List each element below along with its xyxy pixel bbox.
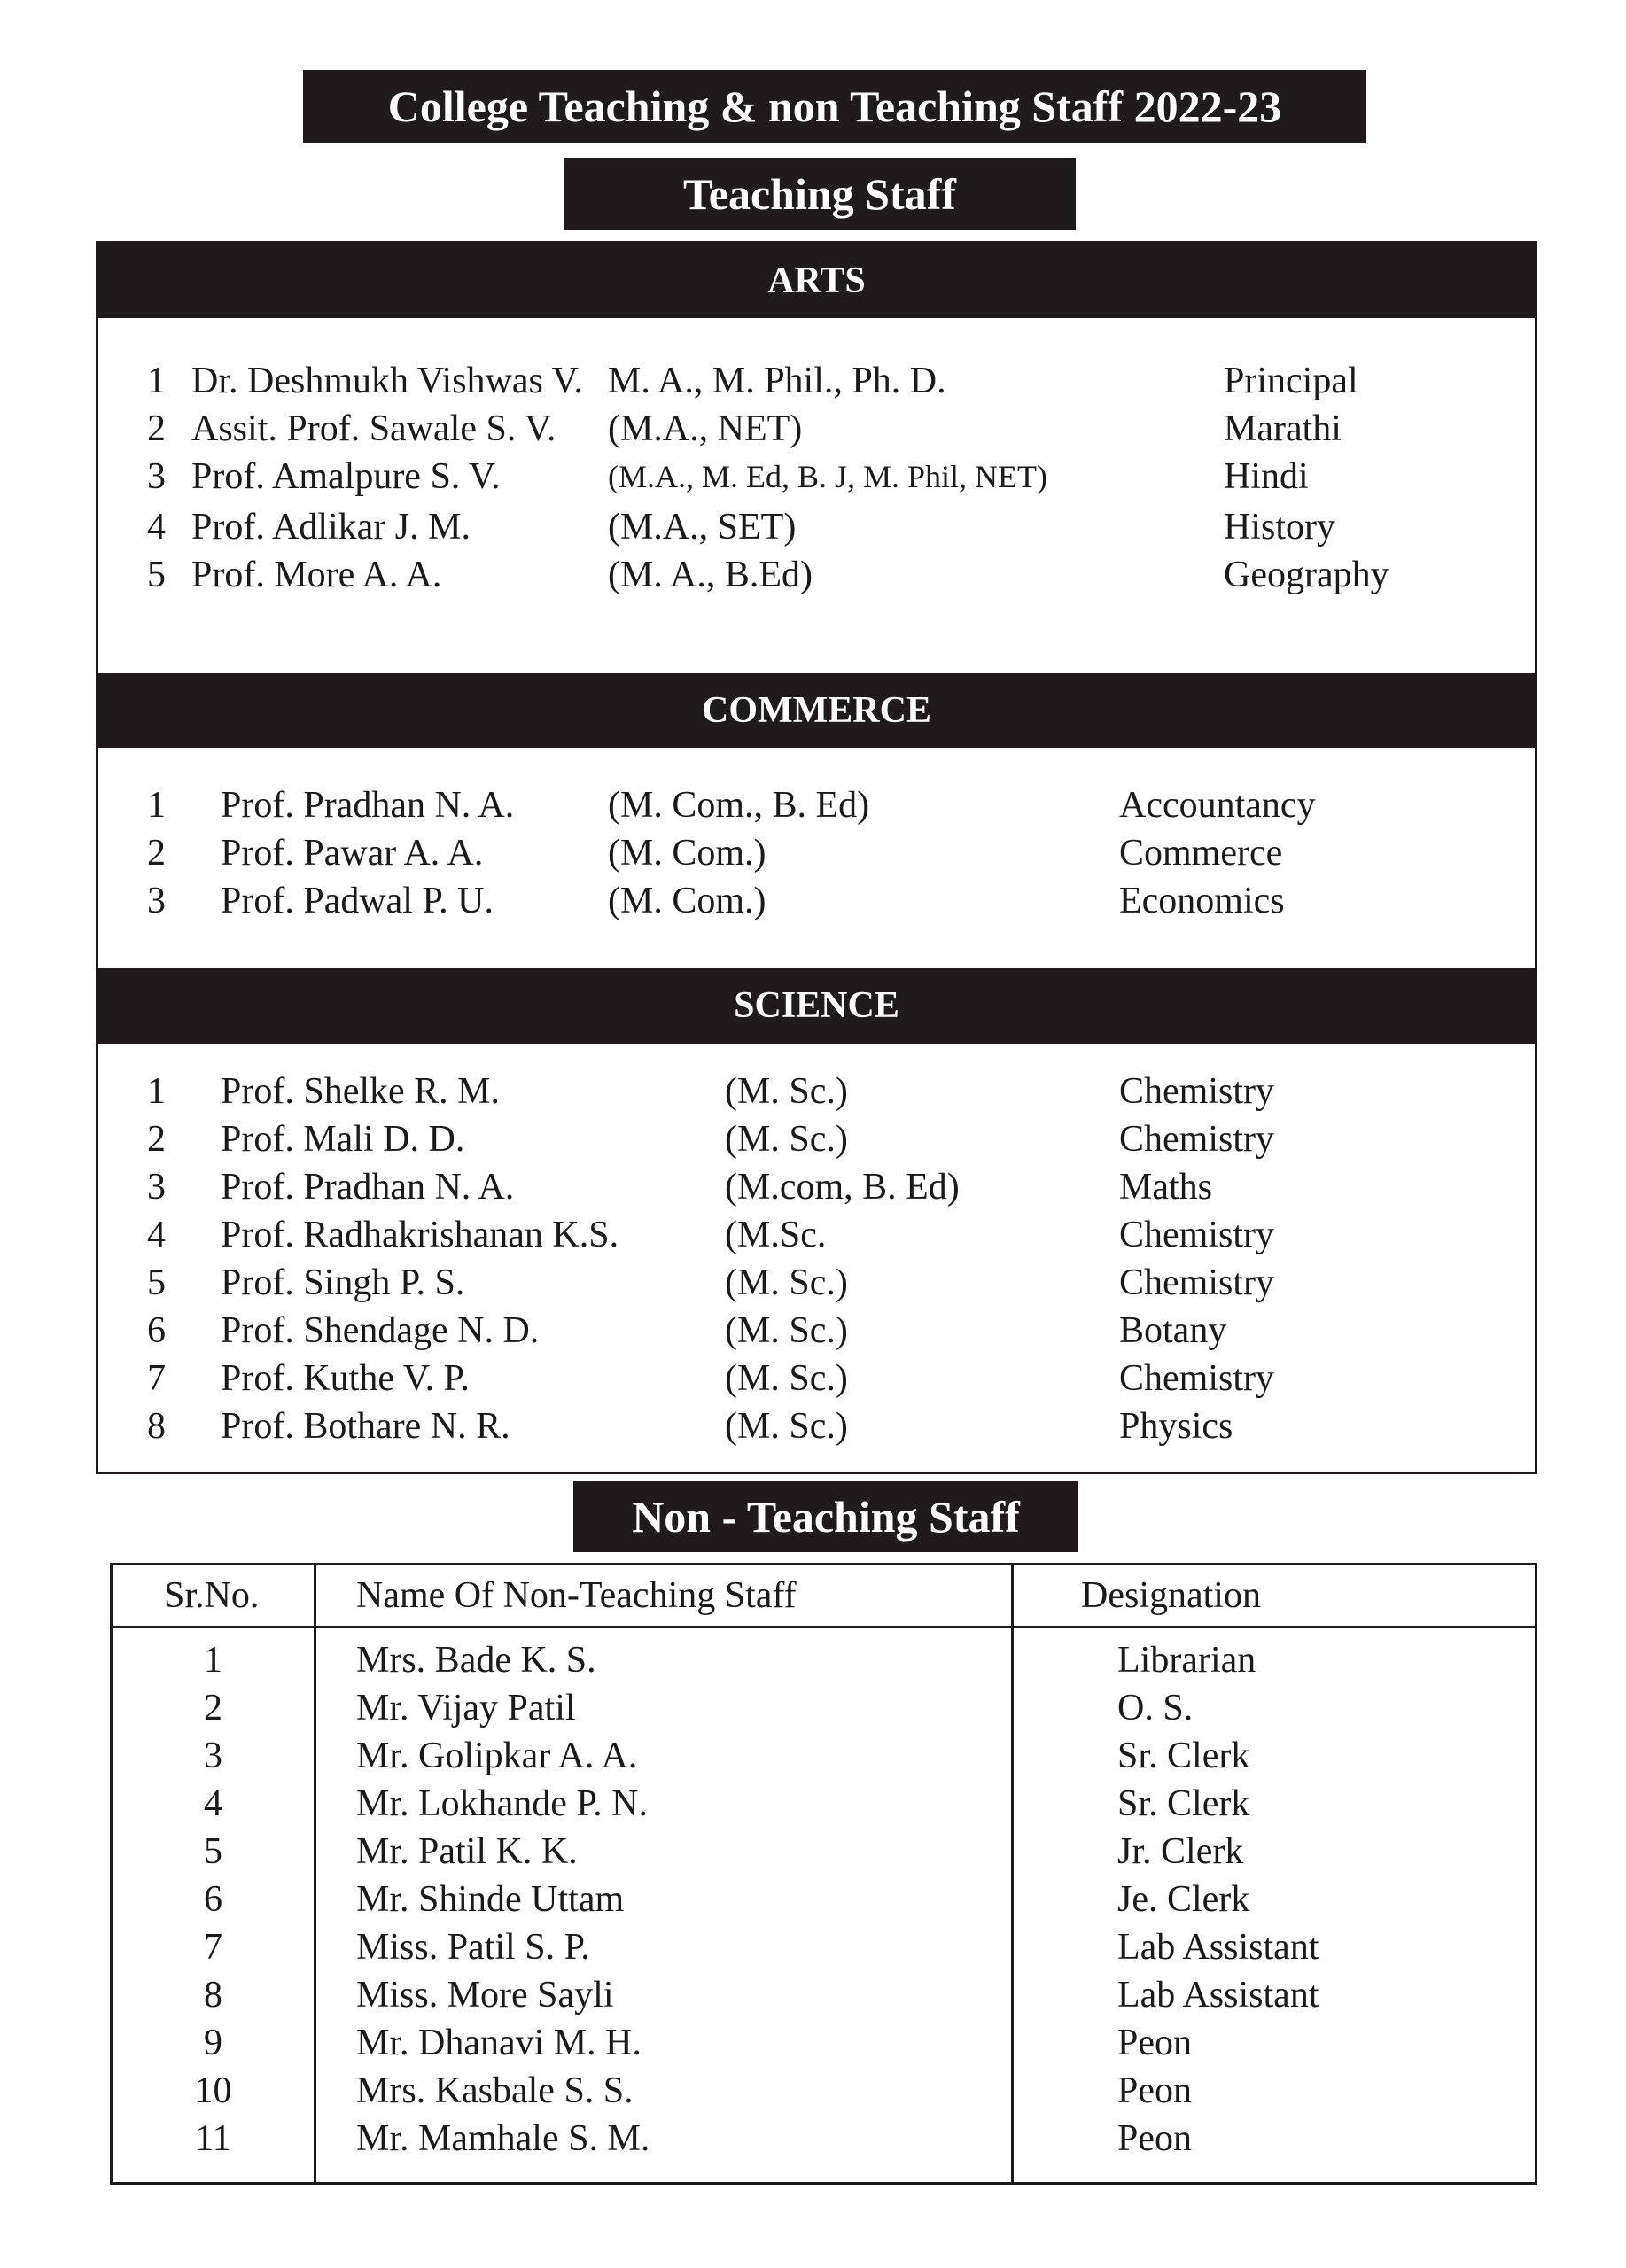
table-row [113, 1923, 1535, 1972]
serial-number: 9 [204, 2023, 222, 2063]
staff-name: Prof. Amalpure S. V. [191, 456, 501, 497]
header-divider [113, 1626, 1535, 1628]
serial-number: 1 [147, 1071, 166, 1112]
serial-number: 2 [147, 408, 166, 449]
staff-row [98, 550, 1535, 600]
staff-row [98, 452, 1535, 501]
subject: Chemistry [1119, 1215, 1274, 1255]
serial-number: 2 [147, 1119, 166, 1160]
serial-number: 2 [204, 1688, 222, 1728]
staff-row [98, 876, 1535, 926]
column-header-designation: Designation [1081, 1575, 1261, 1616]
subject: Hindi [1224, 456, 1309, 497]
staff-row [98, 1210, 1535, 1260]
staff-name: Mr. Golipkar A. A. [356, 1736, 638, 1776]
staff-name: Miss. Patil S. P. [356, 1927, 590, 1968]
table-row [113, 1876, 1535, 1924]
subject: Commerce [1119, 833, 1283, 874]
table-row [113, 1780, 1535, 1829]
staff-name: Mrs. Kasbale S. S. [356, 2070, 634, 2111]
table-row [113, 1971, 1535, 2020]
staff-name: Prof. Bothare N. R. [221, 1406, 510, 1447]
qualification: (M. Sc.) [725, 1071, 848, 1112]
subject: Chemistry [1119, 1071, 1274, 1112]
staff-name: Prof. Pawar A. A. [221, 833, 484, 874]
designation: Peon [1117, 2023, 1192, 2063]
serial-number: 5 [147, 1262, 166, 1303]
qualification: (M.A., NET) [608, 408, 803, 449]
serial-number: 4 [147, 507, 166, 548]
designation: O. S. [1117, 1688, 1194, 1728]
serial-number: 3 [204, 1736, 222, 1776]
qualification: (M.Sc. [725, 1215, 827, 1255]
arts-section-heading: ARTS [98, 244, 1535, 318]
staff-row [98, 828, 1535, 878]
staff-name: Prof. More A. A. [191, 555, 442, 595]
table-row [113, 2019, 1535, 2068]
subject: Principal [1224, 361, 1358, 401]
table-row [113, 1636, 1535, 1685]
staff-name: Dr. Deshmukh Vishwas V. [191, 361, 584, 401]
qualification: (M. Com.) [608, 881, 766, 921]
qualification: (M. Com.) [608, 833, 766, 874]
qualification: M. A., M. Phil., Ph. D. [608, 361, 946, 401]
serial-number: 4 [204, 1783, 222, 1824]
serial-number: 1 [147, 785, 166, 826]
staff-name: Prof. Singh P. S. [221, 1262, 465, 1303]
serial-number: 7 [147, 1358, 166, 1399]
qualification: (M. Sc.) [725, 1358, 848, 1399]
staff-row [98, 1115, 1535, 1164]
staff-name: Mr. Lokhande P. N. [356, 1783, 648, 1824]
subject: History [1224, 507, 1335, 548]
staff-row [98, 1354, 1535, 1403]
serial-number: 6 [204, 1879, 222, 1920]
staff-row [98, 1162, 1535, 1212]
designation: Lab Assistant [1117, 1927, 1319, 1968]
serial-number: 1 [204, 1640, 222, 1681]
science-section-heading: SCIENCE [98, 968, 1535, 1044]
serial-number: 3 [147, 881, 166, 921]
staff-name: Mr. Shinde Uttam [356, 1879, 625, 1920]
serial-number: 11 [195, 2118, 231, 2159]
staff-name: Prof. Padwal P. U. [221, 881, 494, 921]
teaching-staff-box [96, 241, 1537, 1474]
staff-name: Prof. Adlikar J. M. [191, 507, 471, 548]
designation: Lab Assistant [1117, 1975, 1319, 2016]
table-row [113, 1684, 1535, 1733]
subject: Economics [1119, 881, 1285, 921]
subject: Chemistry [1119, 1358, 1274, 1399]
staff-name: Miss. More Sayli [356, 1975, 614, 2016]
commerce-section-heading: COMMERCE [98, 673, 1535, 748]
staff-name: Prof. Mali D. D. [221, 1119, 465, 1160]
designation: Je. Clerk [1117, 1879, 1250, 1920]
serial-number: 8 [204, 1975, 222, 2016]
non-teaching-staff-table [110, 1563, 1537, 2185]
designation: Librarian [1117, 1640, 1256, 1681]
staff-name: Prof. Pradhan N. A. [221, 785, 515, 826]
staff-row [98, 404, 1535, 454]
qualification: (M.A., M. Ed, B. J, M. Phil, NET) [608, 459, 1048, 494]
column-header-name: Name Of Non-Teaching Staff [356, 1575, 797, 1616]
table-row [113, 1828, 1535, 1876]
subject: Chemistry [1119, 1262, 1274, 1303]
subject: Geography [1224, 555, 1389, 595]
qualification: (M.com, B. Ed) [725, 1167, 960, 1208]
staff-name: Assit. Prof. Sawale S. V. [191, 408, 556, 449]
subject: Physics [1119, 1406, 1233, 1447]
staff-name: Mr. Dhanavi M. H. [356, 2023, 642, 2063]
qualification: (M. Sc.) [725, 1310, 848, 1351]
serial-number: 5 [204, 1831, 222, 1872]
teaching-staff-heading: Teaching Staff [564, 158, 1076, 230]
staff-row [98, 1402, 1535, 1451]
staff-name: Prof. Kuthe V. P. [221, 1358, 470, 1399]
table-row [113, 2115, 1535, 2163]
designation: Sr. Clerk [1117, 1783, 1250, 1824]
staff-row [98, 1258, 1535, 1308]
table-row [113, 2067, 1535, 2116]
staff-row [98, 1067, 1535, 1116]
qualification: (M.A., SET) [608, 507, 797, 548]
subject: Maths [1119, 1167, 1212, 1208]
staff-row [98, 356, 1535, 406]
serial-number: 3 [147, 1167, 166, 1208]
designation: Jr. Clerk [1117, 1831, 1244, 1872]
staff-row [98, 781, 1535, 830]
serial-number: 7 [204, 1927, 222, 1968]
staff-row [98, 1306, 1535, 1355]
serial-number: 8 [147, 1406, 166, 1447]
column-header-srno: Sr.No. [164, 1575, 260, 1616]
subject: Marathi [1224, 408, 1342, 449]
serial-number: 6 [147, 1310, 166, 1351]
staff-name: Mr. Patil K. K. [356, 1831, 578, 1872]
qualification: (M. Sc.) [725, 1406, 848, 1447]
designation: Peon [1117, 2070, 1192, 2111]
subject: Accountancy [1119, 785, 1316, 826]
serial-number: 5 [147, 555, 166, 595]
qualification: (M. Com., B. Ed) [608, 785, 870, 826]
non-teaching-staff-heading: Non - Teaching Staff [573, 1481, 1078, 1552]
designation: Peon [1117, 2118, 1192, 2159]
table-row [113, 1732, 1535, 1781]
qualification: (M. Sc.) [725, 1262, 848, 1303]
qualification: (M. A., B.Ed) [608, 555, 813, 595]
staff-name: Mrs. Bade K. S. [356, 1640, 596, 1681]
staff-name: Prof. Pradhan N. A. [221, 1167, 515, 1208]
staff-name: Prof. Shendage N. D. [221, 1310, 540, 1351]
serial-number: 10 [194, 2070, 232, 2111]
serial-number: 4 [147, 1215, 166, 1255]
subject: Botany [1119, 1310, 1227, 1351]
staff-name: Prof. Shelke R. M. [221, 1071, 500, 1112]
page-title: College Teaching & non Teaching Staff 2022-23 [303, 70, 1366, 143]
serial-number: 1 [147, 361, 166, 401]
qualification: (M. Sc.) [725, 1119, 848, 1160]
staff-name: Mr. Mamhale S. M. [356, 2118, 650, 2159]
serial-number: 3 [147, 456, 166, 497]
staff-row [98, 502, 1535, 552]
staff-name: Mr. Vijay Patil [356, 1688, 576, 1728]
designation: Sr. Clerk [1117, 1736, 1250, 1776]
subject: Chemistry [1119, 1119, 1274, 1160]
staff-name: Prof. Radhakrishanan K.S. [221, 1215, 619, 1255]
serial-number: 2 [147, 833, 166, 874]
